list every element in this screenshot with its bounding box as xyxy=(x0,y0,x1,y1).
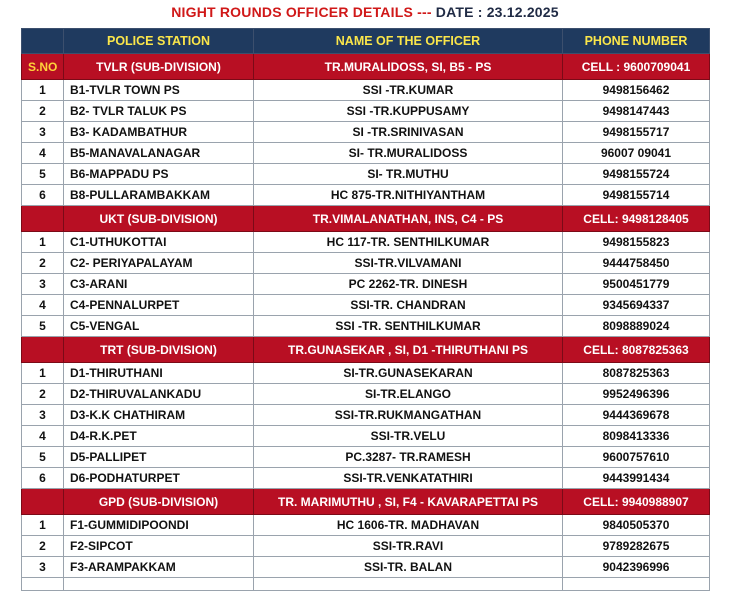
row-station: B8-PULLARAMBAKKAM xyxy=(64,185,254,206)
row-phone: 9789282675 xyxy=(563,536,710,557)
row-officer: PC 2262-TR. DINESH xyxy=(254,274,563,295)
row-phone: 9443991434 xyxy=(563,468,710,489)
row-station: F2-SIPCOT xyxy=(64,536,254,557)
row-sno: 5 xyxy=(22,447,64,468)
row-officer: SSI-TR.VILVAMANI xyxy=(254,253,563,274)
table-row xyxy=(22,384,710,405)
division-officer: TR.MURALIDOSS, SI, B5 - PS xyxy=(254,54,563,80)
table-row-partial xyxy=(22,578,710,591)
table-row xyxy=(22,143,710,164)
row-officer: SI- TR.MUTHU xyxy=(254,164,563,185)
header-phone: PHONE NUMBER xyxy=(563,29,710,54)
table-row xyxy=(22,515,710,536)
table-row xyxy=(22,274,710,295)
division-name: TVLR (SUB-DIVISION) xyxy=(64,54,254,80)
row-phone: 9498155714 xyxy=(563,185,710,206)
division-phone: CELL: 8087825363 xyxy=(563,337,710,363)
row-officer: SSI-TR. CHANDRAN xyxy=(254,295,563,316)
row-station: C5-VENGAL xyxy=(64,316,254,337)
officer-table-body xyxy=(22,29,710,591)
division-sno-cell xyxy=(22,206,64,232)
row-phone: 9345694337 xyxy=(563,295,710,316)
title-date: DATE : 23.12.2025 xyxy=(435,4,559,20)
division-phone: CELL : 9600709041 xyxy=(563,54,710,80)
division-officer: TR. MARIMUTHU , SI, F4 - KAVARAPETTAI PS xyxy=(254,489,563,515)
division-phone: CELL: 9940988907 xyxy=(563,489,710,515)
row-phone: 9840505370 xyxy=(563,515,710,536)
division-row xyxy=(22,206,710,232)
row-station: D6-PODHATURPET xyxy=(64,468,254,489)
partial-cell xyxy=(22,578,64,591)
row-phone: 9498155724 xyxy=(563,164,710,185)
row-sno: 5 xyxy=(22,164,64,185)
division-sno-cell xyxy=(22,337,64,363)
division-sno-cell xyxy=(22,489,64,515)
row-phone: 9444758450 xyxy=(563,253,710,274)
row-phone: 9498155823 xyxy=(563,232,710,253)
row-officer: SI-TR.GUNASEKARAN xyxy=(254,363,563,384)
row-phone: 9444369678 xyxy=(563,405,710,426)
row-sno: 2 xyxy=(22,384,64,405)
table-row xyxy=(22,447,710,468)
row-sno: 4 xyxy=(22,143,64,164)
division-sno-cell: S.NO xyxy=(22,54,64,80)
row-officer: HC 875-TR.NITHIYANTHAM xyxy=(254,185,563,206)
table-row xyxy=(22,468,710,489)
row-officer: SSI-TR.RUKMANGATHAN xyxy=(254,405,563,426)
partial-cell xyxy=(254,578,563,591)
division-name: GPD (SUB-DIVISION) xyxy=(64,489,254,515)
row-officer: SSI -TR. SENTHILKUMAR xyxy=(254,316,563,337)
row-phone: 9498147443 xyxy=(563,101,710,122)
row-sno: 1 xyxy=(22,363,64,384)
row-station: D3-K.K CHATHIRAM xyxy=(64,405,254,426)
division-row xyxy=(22,337,710,363)
row-sno: 3 xyxy=(22,405,64,426)
row-station: D1-THIRUTHANI xyxy=(64,363,254,384)
division-row xyxy=(22,489,710,515)
row-phone: 9042396996 xyxy=(563,557,710,578)
row-station: B3- KADAMBATHUR xyxy=(64,122,254,143)
row-officer: SSI-TR.RAVI xyxy=(254,536,563,557)
row-station: C1-UTHUKOTTAI xyxy=(64,232,254,253)
row-sno: 3 xyxy=(22,274,64,295)
officer-table xyxy=(21,28,710,591)
row-officer: SSI -TR.KUPPUSAMY xyxy=(254,101,563,122)
table-row xyxy=(22,122,710,143)
row-phone: 9952496396 xyxy=(563,384,710,405)
partial-cell xyxy=(64,578,254,591)
row-officer: SI- TR.MURALIDOSS xyxy=(254,143,563,164)
division-row xyxy=(22,54,710,80)
row-sno: 2 xyxy=(22,101,64,122)
row-phone: 96007 09041 xyxy=(563,143,710,164)
row-sno: 3 xyxy=(22,557,64,578)
division-name: TRT (SUB-DIVISION) xyxy=(64,337,254,363)
row-station: B6-MAPPADU PS xyxy=(64,164,254,185)
division-phone: CELL: 9498128405 xyxy=(563,206,710,232)
table-row xyxy=(22,101,710,122)
page-title xyxy=(0,4,730,20)
row-station: D2-THIRUVALANKADU xyxy=(64,384,254,405)
title-heading: NIGHT ROUNDS OFFICER DETAILS --- xyxy=(171,4,432,20)
row-sno: 6 xyxy=(22,468,64,489)
row-phone: 8087825363 xyxy=(563,363,710,384)
table-header-row xyxy=(22,29,710,54)
row-sno: 5 xyxy=(22,316,64,337)
row-sno: 4 xyxy=(22,295,64,316)
table-row xyxy=(22,405,710,426)
table-row xyxy=(22,253,710,274)
division-officer: TR.GUNASEKAR , SI, D1 -THIRUTHANI PS xyxy=(254,337,563,363)
partial-cell xyxy=(563,578,710,591)
header-officer: NAME OF THE OFFICER xyxy=(254,29,563,54)
row-station: C2- PERIYAPALAYAM xyxy=(64,253,254,274)
row-officer: SI -TR.SRINIVASAN xyxy=(254,122,563,143)
row-phone: 9498155717 xyxy=(563,122,710,143)
row-station: C4-PENNALURPET xyxy=(64,295,254,316)
division-name: UKT (SUB-DIVISION) xyxy=(64,206,254,232)
table-row xyxy=(22,232,710,253)
table-row xyxy=(22,557,710,578)
table-row xyxy=(22,426,710,447)
row-station: F3-ARAMPAKKAM xyxy=(64,557,254,578)
row-station: D4-R.K.PET xyxy=(64,426,254,447)
row-station: D5-PALLIPET xyxy=(64,447,254,468)
row-phone: 9498156462 xyxy=(563,80,710,101)
row-sno: 4 xyxy=(22,426,64,447)
table-row xyxy=(22,164,710,185)
row-officer: SSI-TR.VENKATATHIRI xyxy=(254,468,563,489)
row-station: B2- TVLR TALUK PS xyxy=(64,101,254,122)
row-officer: PC.3287- TR.RAMESH xyxy=(254,447,563,468)
row-station: C3-ARANI xyxy=(64,274,254,295)
row-station: B5-MANAVALANAGAR xyxy=(64,143,254,164)
row-sno: 6 xyxy=(22,185,64,206)
row-sno: 1 xyxy=(22,232,64,253)
row-phone: 8098889024 xyxy=(563,316,710,337)
table-row xyxy=(22,363,710,384)
row-phone: 8098413336 xyxy=(563,426,710,447)
division-officer: TR.VIMALANATHAN, INS, C4 - PS xyxy=(254,206,563,232)
row-phone: 9500451779 xyxy=(563,274,710,295)
row-sno: 1 xyxy=(22,80,64,101)
row-officer: SSI-TR.VELU xyxy=(254,426,563,447)
header-sno-cell xyxy=(22,29,64,54)
row-sno: 2 xyxy=(22,253,64,274)
table-row xyxy=(22,316,710,337)
row-sno: 3 xyxy=(22,122,64,143)
row-officer: SSI-TR. BALAN xyxy=(254,557,563,578)
table-row xyxy=(22,295,710,316)
row-phone: 9600757610 xyxy=(563,447,710,468)
row-sno: 2 xyxy=(22,536,64,557)
row-officer: HC 117-TR. SENTHILKUMAR xyxy=(254,232,563,253)
row-officer: HC 1606-TR. MADHAVAN xyxy=(254,515,563,536)
row-officer: SI-TR.ELANGO xyxy=(254,384,563,405)
table-row xyxy=(22,80,710,101)
table-row xyxy=(22,536,710,557)
row-sno: 1 xyxy=(22,515,64,536)
row-officer: SSI -TR.KUMAR xyxy=(254,80,563,101)
table-row xyxy=(22,185,710,206)
row-station: F1-GUMMIDIPOONDI xyxy=(64,515,254,536)
row-station: B1-TVLR TOWN PS xyxy=(64,80,254,101)
header-station: POLICE STATION xyxy=(64,29,254,54)
